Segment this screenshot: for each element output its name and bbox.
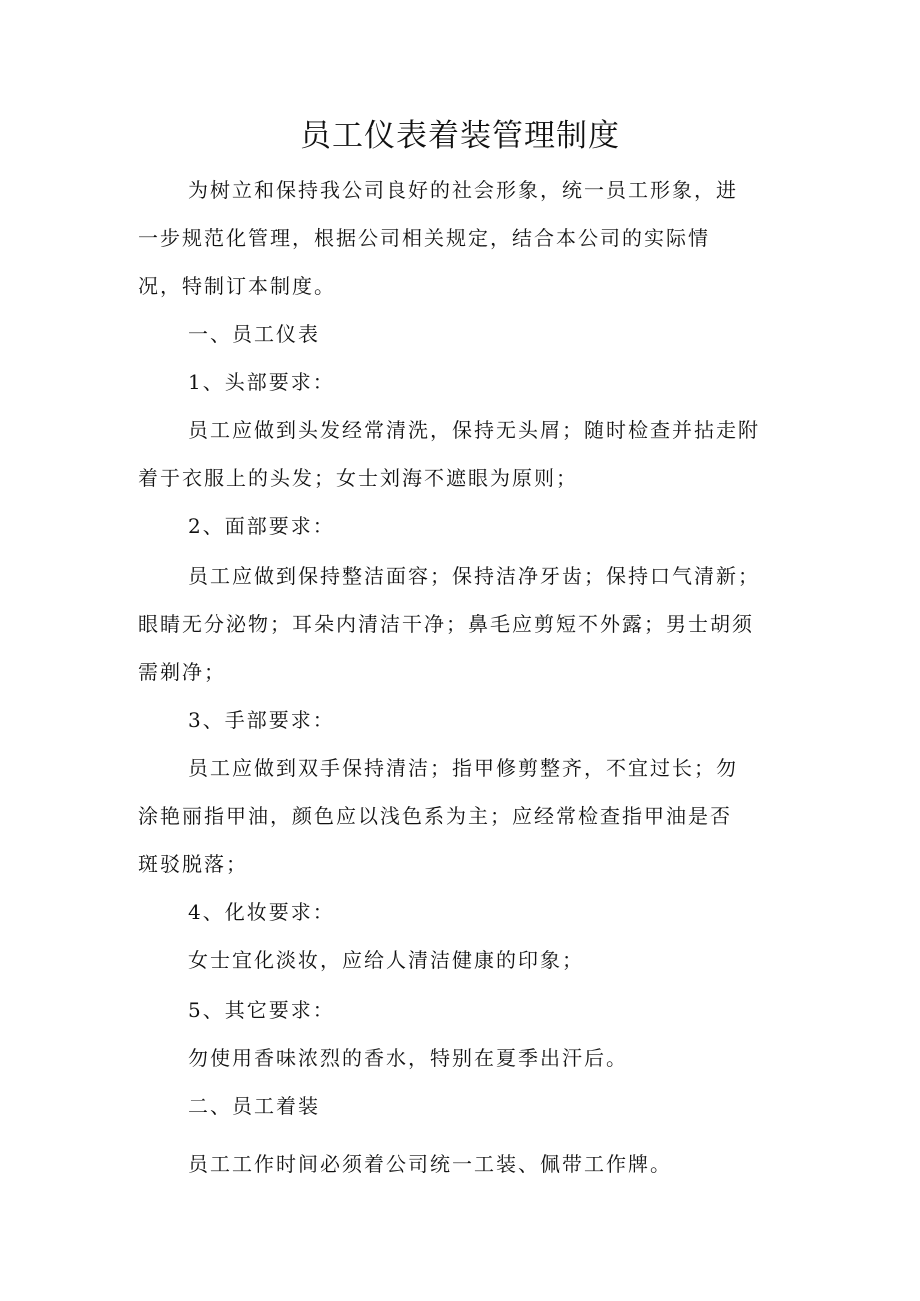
- section-heading-attire: 二、员工着装: [188, 1094, 320, 1118]
- subheading-hands: 3、手部要求：: [188, 708, 335, 732]
- face-text-line-1: 员工应做到保持整洁面容；保持洁净牙齿；保持口气清新；: [188, 564, 760, 588]
- page-title: 员工仪表着装管理制度: [300, 118, 620, 154]
- subheading-other: 5、其它要求：: [188, 998, 335, 1022]
- attire-text-line-1: 员工工作时间必须着公司统一工装、佩带工作牌。: [188, 1152, 672, 1176]
- other-text-line-1: 勿使用香味浓烈的香水，特别在夏季出汗后。: [188, 1046, 628, 1070]
- subheading-head: 1、头部要求：: [188, 370, 335, 394]
- intro-line-2: 一步规范化管理，根据公司相关规定，结合本公司的实际情: [138, 226, 710, 250]
- hands-text-line-1: 员工应做到双手保持清洁；指甲修剪整齐，不宜过长；勿: [188, 756, 738, 780]
- hands-text-line-2: 涂艳丽指甲油，颜色应以浅色系为主；应经常检查指甲油是否: [138, 804, 732, 828]
- face-text-line-2: 眼睛无分泌物；耳朵内清洁干净；鼻毛应剪短不外露；男士胡须: [138, 612, 754, 636]
- hands-text-line-3: 斑驳脱落；: [138, 852, 248, 876]
- intro-line-1: 为树立和保持我公司良好的社会形象，统一员工形象，进: [188, 178, 738, 202]
- face-text-line-3: 需剃净；: [138, 660, 226, 684]
- section-heading-appearance: 一、员工仪表: [188, 322, 320, 346]
- makeup-text-line-1: 女士宜化淡妆，应给人清洁健康的印象；: [188, 948, 584, 972]
- subheading-face: 2、面部要求：: [188, 514, 335, 538]
- head-text-line-2: 着于衣服上的头发；女士刘海不遮眼为原则；: [138, 466, 578, 490]
- subheading-makeup: 4、化妆要求：: [188, 900, 335, 924]
- intro-line-3: 况，特制订本制度。: [138, 274, 336, 298]
- head-text-line-1: 员工应做到头发经常清洗，保持无头屑；随时检查并拈走附: [188, 418, 760, 442]
